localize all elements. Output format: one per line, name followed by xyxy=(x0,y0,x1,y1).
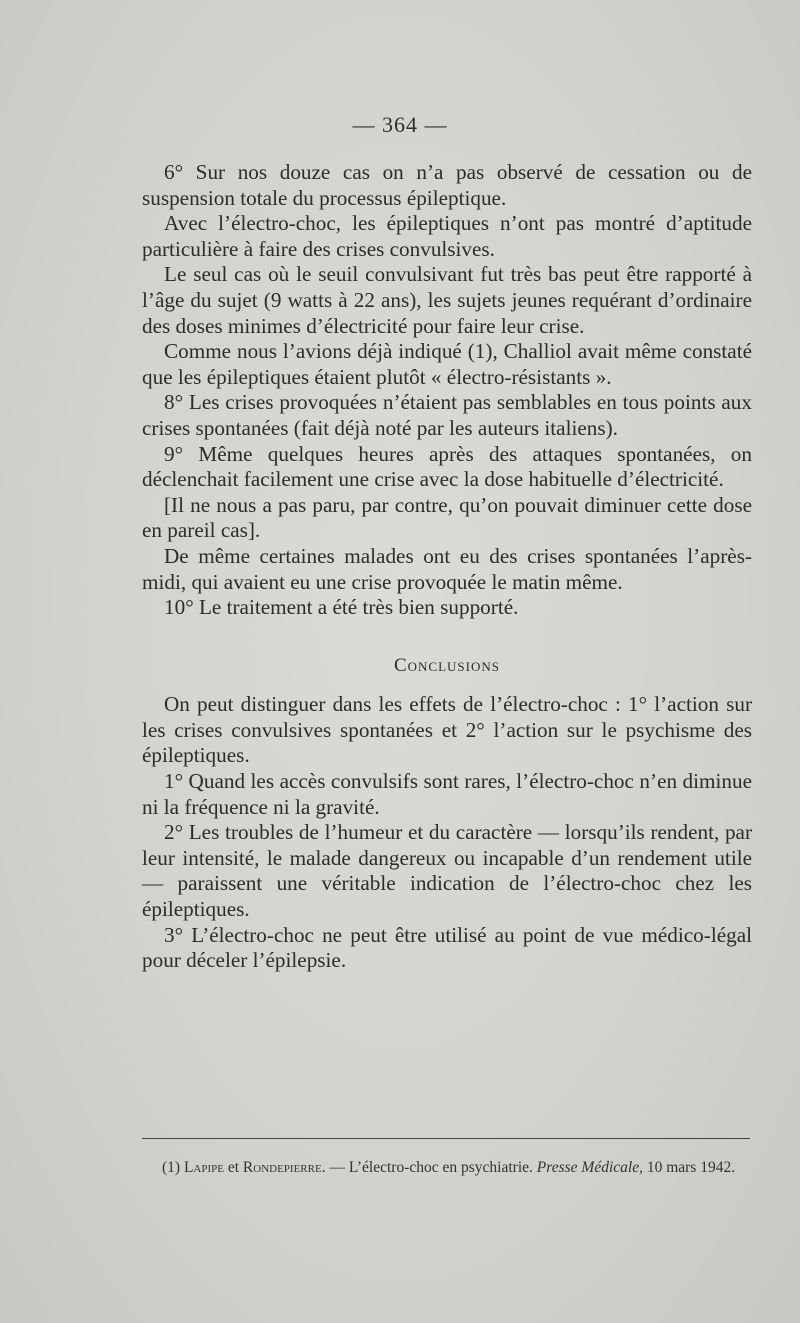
conclusion-paragraph: On peut distinguer dans les effets de l’électro-choc : 1° l’action sur les crises convulsives spontanées et 2° l’action sur le psychisme des épileptiques. xyxy=(142,692,752,768)
conclusion-paragraph: 2° Les troubles de l’humeur et du caractère — lorsqu’ils rendent, par leur intensité, le malade dangereux ou incapable d’un rendement utile — paraissent une véritable indication de l’électro-choc chez les épileptiques. xyxy=(142,820,752,922)
footnote-divider xyxy=(142,1138,750,1139)
page-number: — 364 — xyxy=(352,112,448,137)
paragraph: [Il ne nous a pas paru, par contre, qu’on pouvait diminuer cette dose en pareil cas]. xyxy=(142,492,752,543)
paragraph: 9° Même quelques heures après des attaques spontanées, on déclenchait facilement une crise avec la dose habituelle d’électricité. xyxy=(142,441,752,492)
footnote-marker: (1) xyxy=(162,1159,181,1176)
footnote-dash: — xyxy=(329,1159,345,1176)
paragraph: Le seul cas où le seuil convulsivant fut très bas peut être rapporté à l’âge du sujet (9 watts à 22 ans), les sujets jeunes requérant d’ordinaire des doses minimes d’électricité pour faire leur crise. xyxy=(142,262,752,338)
footnote-author: Rondepierre. xyxy=(242,1159,326,1176)
conclusions-heading: Conclusions xyxy=(393,654,500,676)
conclusion-paragraph: 3° L’électro-choc ne peut être utilisé au point de vue médico-légal pour déceler l’épilepsie. xyxy=(142,922,752,973)
paragraph: 8° Les crises provoquées n’étaient pas semblables en tous points aux crises spontanées (fait déjà noté par les auteurs italiens). xyxy=(142,390,752,440)
paragraph: Avec l’électro-choc, les épileptiques n’ont pas montré d’aptitude particulière à faire des crises convulsives. xyxy=(142,211,752,261)
footnote-journal: Presse Médicale, xyxy=(536,1159,643,1176)
footnote-date: 10 mars 1942. xyxy=(646,1159,736,1176)
paragraph: 6° Sur nos douze cas on n’a pas observé de cessation ou de suspension totale du processus épileptique. xyxy=(142,160,752,210)
footnote-connector: et xyxy=(227,1159,240,1176)
body-text xyxy=(142,160,752,974)
footnote xyxy=(142,1158,752,1177)
footnote-author: Lapipe xyxy=(183,1159,224,1176)
footnote-title: L’électro-choc en psychiatrie. xyxy=(348,1159,533,1176)
paragraph: Comme nous l’avions déjà indiqué (1), Challiol avait même constaté que les épileptiques étaient plutôt « électro-résistants ». xyxy=(142,339,752,389)
conclusion-paragraph: 1° Quand les accès convulsifs sont rares, l’électro-choc n’en diminue ni la fréquence ni la gravité. xyxy=(142,769,752,819)
paragraph: De même certaines malades ont eu des crises spontanées l’après-midi, qui avaient eu une crise provoquée le matin même. xyxy=(142,543,752,594)
paragraph: 10° Le traitement a été très bien supporté. xyxy=(164,595,519,620)
